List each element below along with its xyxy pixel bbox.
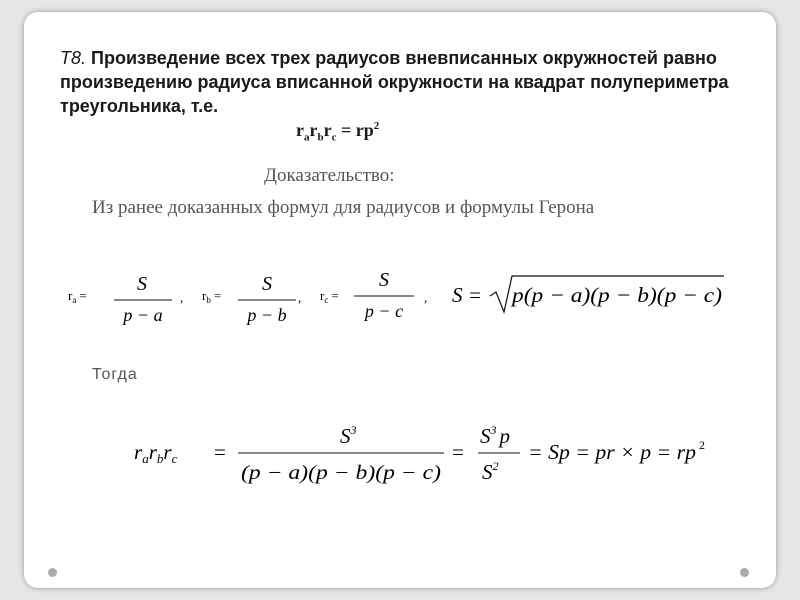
f2-denominator-exponent: 2 <box>492 459 499 473</box>
f2-denominator: S <box>482 460 493 484</box>
theorem-tag: T8. <box>60 48 87 68</box>
svg-text:S3 <box>340 423 357 448</box>
svg-text:S3p <box>480 423 510 448</box>
corner-dot-right <box>740 568 749 577</box>
corner-dot-left <box>48 568 57 577</box>
heron-radicand: p(p − a)(p − b)(p − c) <box>509 283 723 307</box>
theorem-text: Произведение всех трех радиусов вневписанных окружностей равно произведению радиуса вписанной окружности на квадрат полупериметра треугольника, т.е. <box>60 48 729 116</box>
theorem-statement <box>60 46 740 118</box>
radius-formulas <box>64 254 754 344</box>
svg-text:,: , <box>298 290 302 305</box>
final-tail-exponent: 2 <box>699 438 705 452</box>
statement-rhs: = rp <box>341 120 374 140</box>
f1-numerator-exponent: 3 <box>350 423 357 437</box>
r-a-denominator: p − a <box>123 305 163 325</box>
heron-lhs: S = <box>452 283 482 307</box>
formula-r-b <box>202 273 301 325</box>
final-fraction-2 <box>478 423 520 484</box>
svg-text:rb=: $r_b$ = <box>202 288 222 305</box>
statement-formula <box>296 120 379 144</box>
final-formula <box>134 407 734 497</box>
r-a-numerator: S <box>137 273 147 295</box>
f1-numerator: S <box>340 424 351 448</box>
r-c-numerator: S <box>379 269 389 291</box>
f2-numerator: S <box>480 424 491 448</box>
svg-text:,: , <box>180 290 184 305</box>
r-b-numerator: S <box>262 273 272 295</box>
statement-rhs-exponent: 2 <box>373 120 380 132</box>
r-c-denominator: p − c <box>364 301 404 321</box>
then-label: Тогда <box>92 366 138 383</box>
f1-denominator: (p − a)(p − b)(p − c) <box>241 462 442 484</box>
final-lhs: rarbrc <box>134 440 178 466</box>
formula-r-c <box>320 269 427 321</box>
statement-r-c: $r_c$ <box>323 120 337 144</box>
svg-text:S2 <box>482 459 499 484</box>
f2-numerator-tail: p <box>499 424 510 448</box>
final-eq-2: = <box>452 440 464 464</box>
proof-title: Доказательство: <box>264 165 395 186</box>
statement-r-a: $r_a$ <box>296 120 310 144</box>
statement-r-b: $r_b$ <box>309 120 324 144</box>
formula-r-a <box>68 273 183 325</box>
svg-text:rc=: $r_c$ = <box>320 288 339 305</box>
r-b-denominator: p − b <box>247 305 287 325</box>
final-fraction-1 <box>238 423 444 484</box>
svg-text:,: , <box>424 290 428 305</box>
proof-intro: Из ранее доказанных формул для радиусов и формулы Герона <box>92 197 595 218</box>
heron-formula <box>452 276 724 312</box>
slide <box>24 12 776 588</box>
final-eq-1: = <box>214 440 226 464</box>
f2-numerator-exponent: 3 <box>490 423 497 437</box>
final-tail: = Sp = pr × p = rp <box>528 440 696 464</box>
svg-text:ra=: $r_a$ = <box>68 288 87 305</box>
